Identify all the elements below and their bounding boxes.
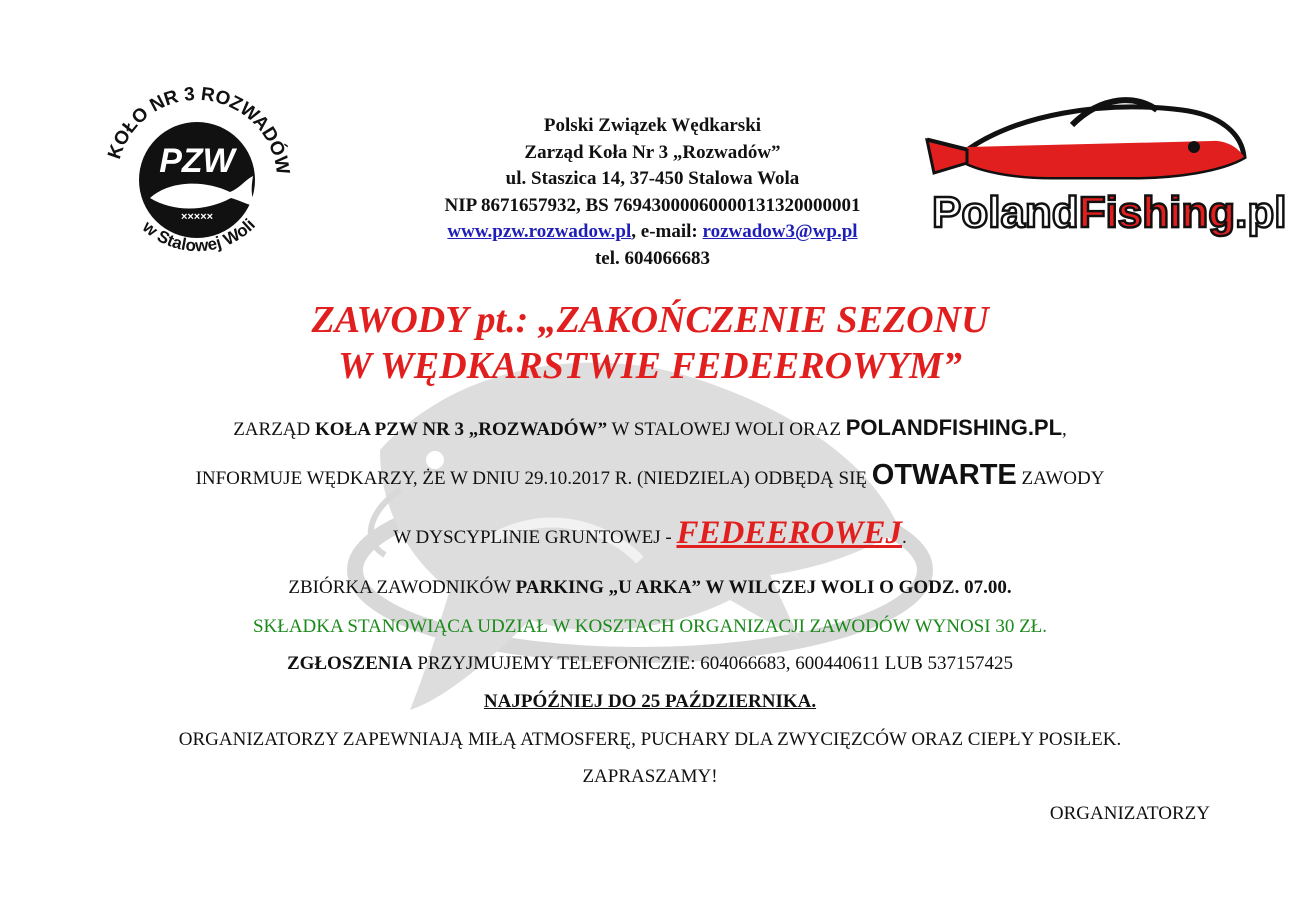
- body-line-3: W DYSCYPLINIE GRUNTOWEJ - FEDEEROWEJ.: [393, 515, 907, 551]
- logo-ring-bottom-text: w Stalowej Woli: [139, 215, 259, 256]
- body-line-2: INFORMUJE WĘDKARZY, ŻE W DNIU 29.10.2017 R. (NIEDZIELA) ODBĘDĄ SIĘ OTWARTE ZAWODY: [195, 459, 1105, 491]
- pzw-club-logo: [95, 80, 295, 265]
- fee-line: SKŁADKA STANOWIĄCA UDZIAŁ W KOSZTACH ORGANIZACJI ZAWODÓW WYNOSI 30 ZŁ.: [252, 616, 1048, 637]
- letterhead: [390, 113, 915, 272]
- board-name: Zarząd Koła Nr 3 „Rozwadów”: [524, 141, 781, 163]
- logo-marks: ×××××: [180, 211, 214, 223]
- contact-line: www.pzw.rozwadow.pl, e-mail: rozwadow3@wp.pl: [447, 221, 858, 242]
- invitation-line: ZAPRASZAMY!: [582, 766, 718, 787]
- org-name: Polski Związek Wędkarski: [543, 115, 762, 136]
- body-line-1: ZARZĄD KOŁA PZW NR 3 „ROZWADÓW” W STALOWEJ WOLI ORAZ POLANDFISHING.PL,: [233, 415, 1067, 440]
- discipline-name: FEDEEROWEJ: [676, 515, 903, 551]
- polandfishing-wordmark: PolandFishing.pl: [932, 188, 1287, 237]
- logo-ring-top-text: KOŁO NR 3 ROZWADÓW: [104, 83, 294, 176]
- event-title: [200, 297, 1100, 389]
- title-line-2: W WĘDKARSTWIE FEDEEROWYM”: [338, 345, 962, 387]
- polandfishing-logo: [922, 95, 1287, 245]
- body-line-4: ZBIÓRKA ZAWODNIKÓW PARKING „U ARKA” W WILCZEJ WOLI O GODZ. 07.00.: [288, 577, 1012, 598]
- nip-bs: NIP 8671657932, BS 76943000060000131320000001: [444, 194, 861, 216]
- registration-line: ZGŁOSZENIA PRZYJMUJEMY TELEFONICZIE: 604066683, 600440611 LUB 537157425: [286, 653, 1014, 674]
- signature: ORGANIZATORZY: [1049, 803, 1210, 824]
- organizers-info-line: ORGANIZATORZY ZAPEWNIAJĄ MIŁĄ ATMOSFERĘ, PUCHARY DLA ZWYCIĘZCÓW ORAZ CIEPŁY POSIŁEK.: [178, 729, 1122, 750]
- website-link[interactable]: www.pzw.rozwadow.pl: [447, 221, 632, 242]
- email-link[interactable]: rozwadow3@wp.pl: [702, 221, 858, 242]
- address: ul. Staszica 14, 37-450 Stalowa Wola: [505, 168, 800, 189]
- phone: tel. 604066683: [594, 247, 711, 269]
- logo-emblem-text: PZW: [159, 142, 235, 180]
- deadline-line: NAJPÓŹNIEJ DO 25 PAŹDZIERNIKA.: [483, 691, 817, 712]
- title-line-1: ZAWODY pt.: „ZAKOŃCZENIE SEZONU: [311, 299, 989, 341]
